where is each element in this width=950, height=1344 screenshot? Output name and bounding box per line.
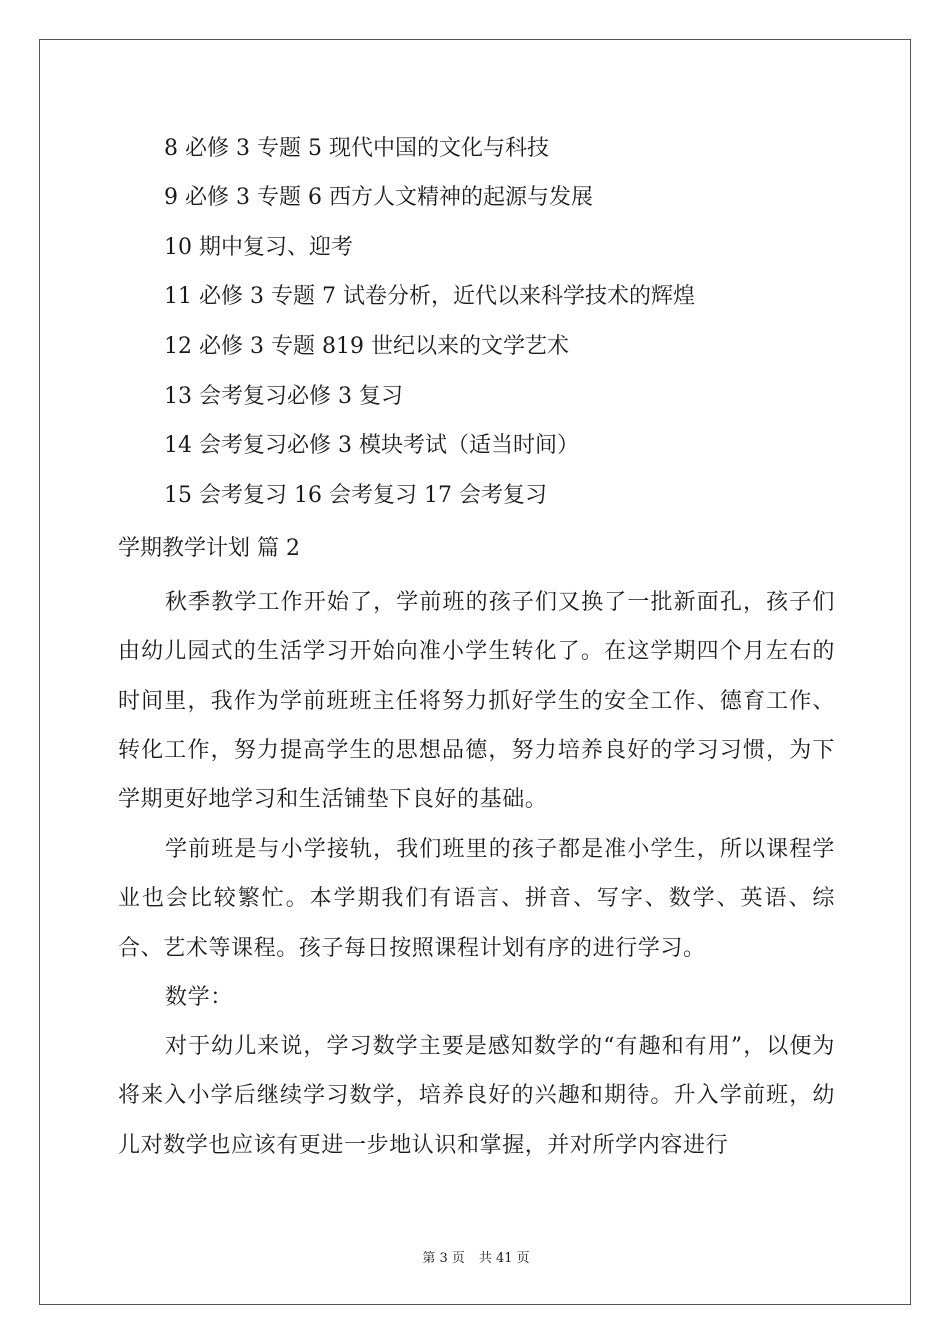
schedule-item: 14 会考复习必修 3 模块考试（适当时间） xyxy=(164,433,579,458)
page-footer xyxy=(40,1251,912,1267)
schedule-item: 9 必修 3 专题 6 西方人文精神的起源与发展 xyxy=(164,185,593,210)
page-total: 共 41 页 xyxy=(478,1251,530,1266)
schedule-item: 8 必修 3 专题 5 现代中国的文化与科技 xyxy=(164,136,549,161)
schedule-item: 10 期中复习、迎考 xyxy=(164,235,353,260)
section-heading: 学期教学计划 篇 2 xyxy=(118,536,300,561)
paragraph: 秋季教学工作开始了，学前班的孩子们又换了一批新面孔，孩子们由幼儿园式的生活学习开始向准小学生转化了。在这学期四个月左右的时间里，我作为学前班班主任将努力抓好学生的安全工作、德育工作、转化工作，努力提高学生的思想品德，努力培养良好的学习习惯，为下学期更好地学习和生活铺垫下良好的基础。 xyxy=(118,590,835,813)
schedule-item: 11 必修 3 专题 7 试卷分析，近代以来科学技术的辉煌 xyxy=(164,284,695,309)
paragraph-heading: 数学： xyxy=(165,985,233,1010)
page-number: 第 3 页 xyxy=(422,1251,465,1266)
schedule-item: 13 会考复习必修 3 复习 xyxy=(164,384,403,409)
schedule-item: 15 会考复习 16 会考复习 17 会考复习 xyxy=(164,483,547,508)
schedule-item: 12 必修 3 专题 819 世纪以来的文学艺术 xyxy=(164,334,569,359)
paragraph: 学前班是与小学接轨，我们班里的孩子都是准小学生，所以课程学业也会比较繁忙。本学期我们有语言、拼音、写字、数学、英语、综合、艺术等课程。孩子每日按照课程计划有序的进行学习。 xyxy=(118,837,835,961)
paragraph: 对于幼儿来说，学习数学主要是感知数学的“有趣和有用”，以便为将来入小学后继续学习数学，培养良好的兴趣和期待。升入学前班，幼儿对数学也应该有更进一步地认识和掌握，并对所学内容进行 xyxy=(118,1034,835,1158)
page-frame xyxy=(39,39,911,1305)
